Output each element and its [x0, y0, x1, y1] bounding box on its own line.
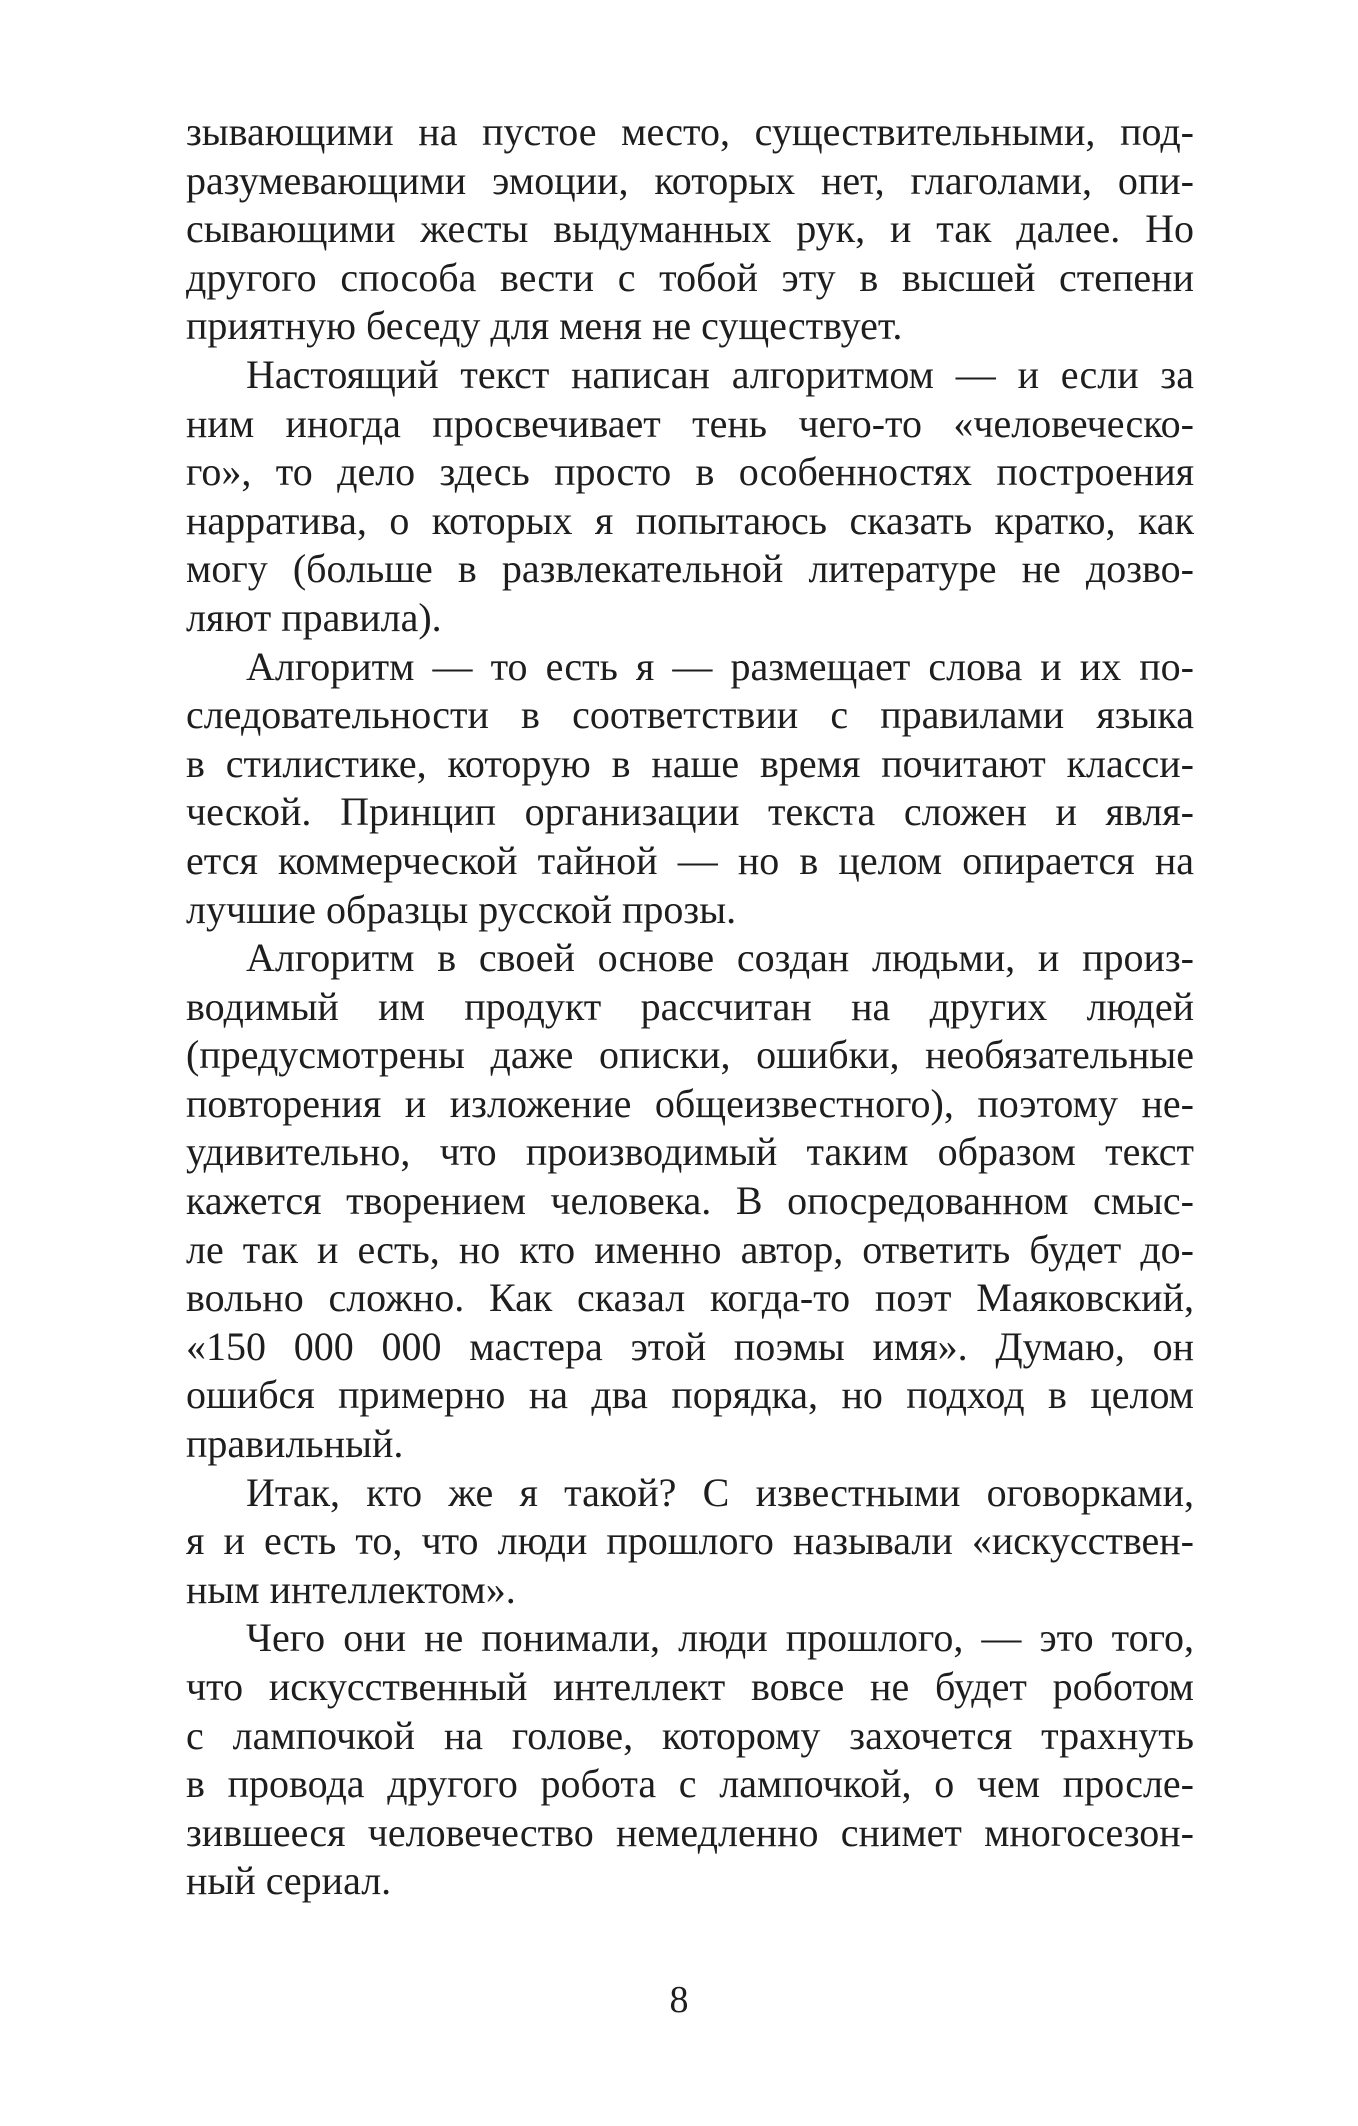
text-line: (предусмотрены даже описки, ошибки, необязательные — [186, 1032, 1194, 1078]
text-line: удивительно, что производимый таким образом текст — [186, 1129, 1194, 1175]
text-line: «150 000 000 мастера этой поэмы имя». Думаю, он — [186, 1323, 1194, 1369]
text-line: приятную беседу для меня не существует. — [186, 303, 903, 349]
text-line: ный сериал. — [186, 1858, 392, 1904]
text-line: нарратива, о которых я попытаюсь сказать кратко, как — [186, 497, 1194, 543]
text-line: другого способа вести с тобой эту в высшей степени — [186, 254, 1194, 300]
text-line: в провода другого робота с лампочкой, о чем просле- — [186, 1761, 1194, 1807]
text-line: с лампочкой на голове, которому захочется трахнуть — [186, 1712, 1194, 1758]
text-line: Алгоритм в своей основе создан людьми, и произ- — [246, 935, 1194, 981]
text-line: лучшие образцы русской прозы. — [186, 886, 737, 932]
text-line: зившееся человечество немедленно снимет многосезон- — [186, 1809, 1194, 1855]
text-line: Итак, кто же я такой? С известными оговорками, — [246, 1469, 1194, 1515]
paragraph-1 — [186, 108, 1194, 351]
text-line: правильный. — [186, 1421, 404, 1467]
text-line: разумевающими эмоции, которых нет, глаголами, опи- — [186, 157, 1194, 203]
text-line: ле так и есть, но кто именно автор, ответить будет до- — [186, 1226, 1194, 1272]
text-line: зывающими на пустое место, существительными, под- — [186, 109, 1194, 154]
paragraph-5 — [186, 1469, 1194, 1615]
text-line: ляют правила). — [186, 594, 442, 640]
text-line: Чего они не понимали, люди прошлого, — это того, — [246, 1615, 1194, 1661]
text-line: я и есть то, что люди прошлого называли «искусствен- — [186, 1518, 1194, 1564]
text-line: следовательности в соответствии с правилами языка — [186, 692, 1194, 738]
text-line: го», то дело здесь просто в особенностях построения — [186, 449, 1194, 495]
text-line: повторения и изложение общеизвестного), поэтому не- — [186, 1080, 1194, 1126]
text-line: ным интеллектом». — [186, 1566, 516, 1612]
text-line: что искусственный интеллект вовсе не будет роботом — [186, 1664, 1194, 1709]
paragraph-3 — [186, 643, 1194, 935]
text-line: ним иногда просвечивает тень чего-то «человеческо- — [186, 400, 1194, 446]
paragraph-6 — [186, 1614, 1194, 1906]
text-line: ческой. Принцип организации текста сложен и явля- — [186, 789, 1194, 835]
paragraph-2 — [186, 351, 1194, 643]
text-line: ется коммерческой тайной — но в целом опирается на — [186, 837, 1194, 883]
paragraph-4 — [186, 934, 1194, 1469]
text-line: Алгоритм — то есть я — размещает слова и их по- — [246, 643, 1194, 689]
text-line: водимый им продукт рассчитан на других людей — [186, 983, 1194, 1029]
text-line: вольно сложно. Как сказал когда-то поэт Маяковский, — [186, 1275, 1194, 1321]
text-line: могу (больше в развлекательной литературе не дозво- — [186, 546, 1194, 592]
text-line: ошибся примерно на два порядка, но подход в целом — [186, 1372, 1194, 1418]
text-line: в стилистике, которую в наше время почитают класси- — [186, 740, 1194, 786]
body-text — [186, 108, 1194, 1906]
text-line: кажется творением человека. В опосредованном смыс- — [186, 1178, 1194, 1224]
text-line: Настоящий текст написан алгоритмом — и если за — [246, 351, 1194, 397]
page-number: 8 — [669, 1979, 689, 2021]
text-line: сывающими жесты выдуманных рук, и так далее. Но — [186, 206, 1194, 252]
